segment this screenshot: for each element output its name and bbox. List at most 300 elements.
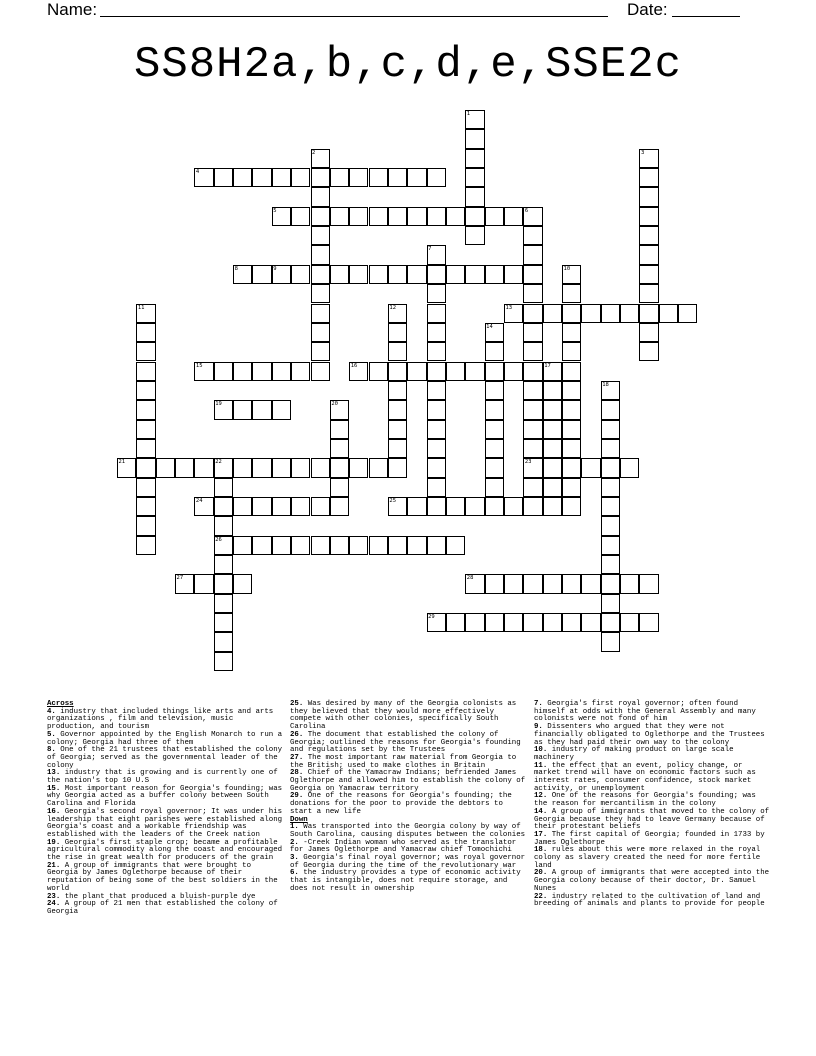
across-clue — [290, 793, 528, 816]
grid-cell[interactable] — [214, 594, 233, 613]
grid-cell[interactable] — [601, 439, 620, 458]
clue-number: 1 — [466, 111, 471, 117]
grid-cell[interactable] — [485, 478, 504, 497]
grid-cell[interactable] — [465, 129, 484, 148]
clue-number: 7 — [428, 246, 432, 253]
clue-number: 23. — [47, 892, 61, 901]
grid-cell[interactable] — [562, 458, 581, 477]
grid-cell[interactable] — [136, 420, 155, 439]
grid-cell[interactable] — [136, 458, 155, 477]
grid-cell[interactable] — [214, 168, 233, 187]
grid-cell[interactable] — [543, 420, 562, 439]
grid-cell[interactable] — [407, 168, 426, 187]
grid-cell[interactable] — [465, 265, 484, 284]
grid-cell[interactable] — [659, 304, 678, 323]
grid-cell[interactable] — [485, 207, 504, 226]
grid-cell[interactable] — [543, 613, 562, 632]
grid-cell[interactable] — [523, 304, 542, 323]
across-heading: Across — [47, 700, 74, 708]
grid-cell[interactable] — [485, 381, 504, 400]
grid-cell[interactable] — [601, 574, 620, 593]
grid-cell[interactable] — [291, 168, 310, 187]
down-clue — [534, 747, 770, 762]
grid-cell[interactable] — [601, 516, 620, 535]
grid-cell[interactable] — [543, 400, 562, 419]
down-clue — [534, 847, 770, 870]
grid-cell[interactable] — [427, 265, 446, 284]
grid-cell[interactable] — [252, 362, 271, 381]
grid-cell[interactable] — [427, 439, 446, 458]
grid-cell[interactable] — [311, 207, 330, 226]
grid-cell[interactable] — [504, 265, 523, 284]
grid-cell[interactable] — [388, 536, 407, 555]
grid-cell[interactable] — [136, 497, 155, 516]
clue-number: 28. — [290, 769, 304, 778]
grid-cell[interactable] — [349, 536, 368, 555]
clue-text: A group of 21 men that established the colony of Georgia — [47, 900, 278, 916]
grid-cell[interactable] — [369, 207, 388, 226]
grid-cell[interactable] — [639, 207, 658, 226]
down-clue — [290, 855, 528, 870]
grid-cell[interactable] — [427, 536, 446, 555]
grid-cell[interactable] — [601, 632, 620, 651]
grid-cell[interactable] — [639, 304, 658, 323]
grid-cell[interactable] — [562, 304, 581, 323]
grid-cell[interactable] — [485, 613, 504, 632]
grid-cell[interactable] — [214, 613, 233, 632]
grid-cell[interactable] — [465, 149, 484, 168]
grid-cell[interactable] — [465, 207, 484, 226]
grid-cell[interactable] — [446, 497, 465, 516]
grid-cell[interactable] — [601, 613, 620, 632]
grid-cell[interactable] — [523, 574, 542, 593]
grid-cell[interactable] — [523, 420, 542, 439]
grid-cell[interactable] — [311, 342, 330, 361]
grid-cell[interactable] — [639, 168, 658, 187]
clue-text: Governor appointed by the English Monarch to run a colony; Georgia had three of them — [47, 730, 283, 747]
clue-number: 17. — [534, 830, 548, 839]
grid-cell[interactable] — [523, 613, 542, 632]
grid-cell[interactable] — [369, 362, 388, 381]
grid-cell[interactable] — [252, 400, 271, 419]
grid-cell[interactable] — [407, 265, 426, 284]
grid-cell[interactable] — [388, 439, 407, 458]
down-clue — [534, 832, 770, 847]
clue-number: 2. — [290, 838, 299, 847]
grid-cell[interactable] — [311, 284, 330, 303]
grid-cell[interactable] — [330, 420, 349, 439]
down-clue — [534, 809, 770, 832]
grid-cell[interactable] — [291, 536, 310, 555]
grid-cell[interactable] — [543, 381, 562, 400]
grid-cell[interactable] — [291, 497, 310, 516]
grid-cell[interactable] — [562, 323, 581, 342]
grid-cell[interactable] — [349, 207, 368, 226]
grid-cell[interactable] — [214, 497, 233, 516]
grid-cell[interactable] — [427, 458, 446, 477]
grid-cell[interactable] — [214, 652, 233, 671]
grid-cell[interactable] — [446, 613, 465, 632]
grid-cell[interactable] — [562, 439, 581, 458]
grid-cell[interactable] — [136, 536, 155, 555]
grid-cell[interactable] — [523, 400, 542, 419]
grid-cell[interactable] — [330, 497, 349, 516]
grid-cell[interactable] — [311, 187, 330, 206]
grid-cell[interactable] — [562, 362, 581, 381]
grid-cell[interactable] — [543, 574, 562, 593]
clue-number: 24. — [47, 900, 61, 909]
grid-cell[interactable] — [330, 265, 349, 284]
clue-text: the effect that an event, policy change, or market trend will have on economic factors such as interest rates, consumer confidence, stock market activity, or unemployment — [534, 761, 756, 793]
grid-cell[interactable] — [233, 497, 252, 516]
grid-cell[interactable] — [349, 458, 368, 477]
grid-cell[interactable] — [311, 226, 330, 245]
clue-text: industry that is growing and is currently one of the nation's top 10 U.S — [47, 769, 278, 786]
grid-cell[interactable] — [562, 497, 581, 516]
clue-number: 13 — [505, 304, 513, 311]
clue-number: 9 — [273, 265, 277, 272]
down-clue — [534, 701, 770, 724]
grid-cell[interactable] — [523, 478, 542, 497]
clue-text: Georgia's second royal governor; It was under his leadership that eight parishes were established along Georgia's coast and a workable friendship was established with the leaders of the Creek nation — [47, 807, 283, 839]
grid-cell[interactable] — [349, 265, 368, 284]
grid-cell[interactable] — [601, 400, 620, 419]
grid-cell[interactable] — [427, 478, 446, 497]
grid-cell[interactable] — [504, 362, 523, 381]
grid-cell[interactable] — [523, 381, 542, 400]
grid-cell[interactable] — [427, 168, 446, 187]
grid-cell[interactable] — [523, 245, 542, 264]
grid-cell[interactable] — [291, 207, 310, 226]
grid-cell[interactable] — [427, 342, 446, 361]
grid-cell[interactable] — [349, 168, 368, 187]
grid-cell[interactable] — [136, 478, 155, 497]
clue-text: industry related to the cultivation of land and breeding of animals and plants to provide for people — [534, 892, 765, 909]
grid-cell[interactable] — [485, 574, 504, 593]
clue-text: The first capital of Georgia; founded in 1733 by James Oglethorpe — [534, 830, 765, 847]
grid-cell[interactable] — [311, 323, 330, 342]
grid-cell[interactable] — [252, 168, 271, 187]
grid-cell[interactable] — [485, 439, 504, 458]
clue-number: 25 — [389, 498, 397, 504]
grid-cell[interactable] — [581, 304, 600, 323]
across-clue — [47, 709, 283, 732]
grid-cell[interactable] — [639, 613, 658, 632]
grid-cell[interactable] — [175, 458, 194, 477]
grid-cell[interactable] — [446, 362, 465, 381]
grid-cell[interactable] — [311, 265, 330, 284]
clues-column-2 — [290, 701, 528, 894]
clue-number: 7. — [534, 700, 543, 708]
grid-cell[interactable] — [465, 613, 484, 632]
grid-cell[interactable] — [272, 362, 291, 381]
grid-cell[interactable] — [485, 497, 504, 516]
grid-cell[interactable] — [233, 458, 252, 477]
grid-cell[interactable] — [252, 536, 271, 555]
grid-cell[interactable] — [581, 574, 600, 593]
grid-cell[interactable] — [330, 536, 349, 555]
grid-cell[interactable] — [543, 439, 562, 458]
down-clue — [290, 840, 528, 855]
grid-cell[interactable] — [388, 207, 407, 226]
grid-cell[interactable] — [523, 497, 542, 516]
grid-cell[interactable] — [678, 304, 697, 323]
grid-cell[interactable] — [272, 458, 291, 477]
grid-cell[interactable] — [311, 497, 330, 516]
grid-cell[interactable] — [639, 323, 658, 342]
grid-cell[interactable] — [311, 245, 330, 264]
clue-text: Dissenters who argued that they were not financially obligated to Oglethorpe and the Trustees as they had paid their own way to the colony — [534, 723, 765, 747]
grid-cell[interactable] — [427, 497, 446, 516]
clue-text: Georgia's first royal governor; often found himself at odds with the General Assembly and many colonists were not fond of him — [534, 700, 756, 724]
grid-cell[interactable] — [543, 304, 562, 323]
clue-text: -Creek Indian woman who served as the translator for James Oglethorpe and Yamacraw chief Tomochichi — [290, 838, 517, 855]
grid-cell[interactable] — [407, 207, 426, 226]
grid-cell[interactable] — [311, 304, 330, 323]
clue-number: 27 — [176, 575, 184, 582]
grid-cell[interactable] — [311, 458, 330, 477]
clue-text: One of the reasons for Georgia's founding; the donations for the poor to provide the debtors to start a new life — [290, 792, 512, 816]
clue-number: 28 — [466, 575, 474, 582]
grid-cell[interactable] — [639, 265, 658, 284]
grid-cell[interactable] — [330, 207, 349, 226]
grid-cell[interactable] — [252, 458, 271, 477]
clue-number: 8. — [47, 746, 56, 755]
clue-number: 12 — [389, 304, 397, 311]
grid-cell[interactable] — [562, 284, 581, 303]
grid-cell[interactable] — [136, 342, 155, 361]
grid-cell[interactable] — [369, 536, 388, 555]
down-clue — [290, 870, 528, 893]
down-heading: Down — [290, 815, 308, 824]
grid-cell[interactable] — [562, 420, 581, 439]
grid-cell[interactable] — [581, 458, 600, 477]
grid-cell[interactable] — [388, 342, 407, 361]
clue-number: 21 — [118, 459, 126, 466]
grid-cell[interactable] — [194, 458, 213, 477]
clue-number: 14 — [486, 323, 493, 330]
grid-cell[interactable] — [388, 362, 407, 381]
grid-cell[interactable] — [543, 497, 562, 516]
grid-cell[interactable] — [523, 265, 542, 284]
down-clue — [534, 763, 770, 794]
grid-cell[interactable] — [427, 284, 446, 303]
clue-number: 22 — [215, 459, 222, 466]
grid-cell[interactable] — [291, 362, 310, 381]
grid-cell[interactable] — [523, 226, 542, 245]
clue-text: Was transported into the Georgia colony by way of South Carolina, causing disputes between the colonies — [290, 823, 526, 839]
across-clue — [47, 863, 283, 894]
grid-cell[interactable] — [136, 381, 155, 400]
grid-cell[interactable] — [330, 478, 349, 497]
grid-cell[interactable] — [388, 323, 407, 342]
grid-cell[interactable] — [272, 536, 291, 555]
grid-cell[interactable] — [388, 400, 407, 419]
grid-cell[interactable] — [465, 187, 484, 206]
grid-cell[interactable] — [291, 458, 310, 477]
grid-cell[interactable] — [485, 458, 504, 477]
grid-cell[interactable] — [485, 420, 504, 439]
grid-cell[interactable] — [504, 207, 523, 226]
grid-cell[interactable] — [311, 168, 330, 187]
grid-cell[interactable] — [523, 323, 542, 342]
clue-text: One of the 21 trustees that established the colony of Georgia; served as the governmental leader of the colony — [47, 746, 283, 770]
grid-cell[interactable] — [601, 594, 620, 613]
clue-number: 6 — [524, 207, 529, 214]
grid-cell[interactable] — [523, 284, 542, 303]
grid-cell[interactable] — [562, 574, 581, 593]
grid-cell[interactable] — [620, 613, 639, 632]
grid-cell[interactable] — [639, 284, 658, 303]
grid-cell[interactable] — [427, 323, 446, 342]
grid-cell[interactable] — [620, 304, 639, 323]
grid-cell[interactable] — [504, 613, 523, 632]
grid-cell[interactable] — [272, 400, 291, 419]
grid-cell[interactable] — [601, 555, 620, 574]
clue-number: 21. — [47, 861, 61, 870]
grid-cell[interactable] — [562, 381, 581, 400]
grid-cell[interactable] — [214, 555, 233, 574]
clue-text: Georgia's first staple crop; became a profitable agricultural commodity along the coast and encouraged the rise in great wealth for producers of the grain — [47, 838, 283, 863]
grid-cell[interactable] — [136, 439, 155, 458]
down-clue — [290, 824, 528, 839]
grid-cell[interactable] — [136, 362, 155, 381]
grid-cell[interactable] — [562, 613, 581, 632]
grid-cell[interactable] — [214, 478, 233, 497]
clue-text: rules about this were more relaxed in the royal colony as slavery created the need for more fertile land — [534, 846, 761, 870]
grid-cell[interactable] — [388, 168, 407, 187]
grid-cell[interactable] — [485, 342, 504, 361]
grid-cell[interactable] — [388, 458, 407, 477]
clue-number: 5 — [273, 207, 277, 214]
grid-cell[interactable] — [214, 362, 233, 381]
grid-cell[interactable] — [620, 458, 639, 477]
grid-cell[interactable] — [407, 536, 426, 555]
grid-cell[interactable] — [543, 458, 562, 477]
grid-cell[interactable] — [601, 304, 620, 323]
grid-cell[interactable] — [446, 207, 465, 226]
clue-number: 4. — [47, 707, 56, 716]
grid-cell[interactable] — [427, 420, 446, 439]
grid-cell[interactable] — [562, 478, 581, 497]
grid-cell[interactable] — [427, 400, 446, 419]
grid-cell[interactable] — [523, 342, 542, 361]
grid-cell[interactable] — [369, 168, 388, 187]
grid-cell[interactable] — [388, 381, 407, 400]
clue-number: 10 — [563, 265, 571, 272]
clue-number: 12. — [534, 792, 548, 801]
grid-cell[interactable] — [639, 187, 658, 206]
grid-cell[interactable] — [543, 478, 562, 497]
grid-cell[interactable] — [388, 265, 407, 284]
clue-number: 29 — [428, 614, 435, 621]
grid-cell[interactable] — [504, 497, 523, 516]
grid-cell[interactable] — [136, 516, 155, 535]
grid-cell[interactable] — [465, 497, 484, 516]
clue-text: A group of immigrants that were accepted into the Georgia colony because of their doctor, Dr. Samuel Nunes — [534, 869, 770, 893]
grid-cell[interactable] — [504, 574, 523, 593]
grid-cell[interactable] — [252, 265, 271, 284]
grid-cell[interactable] — [446, 265, 465, 284]
clue-number: 3 — [640, 149, 645, 156]
grid-cell[interactable] — [601, 420, 620, 439]
grid-cell[interactable] — [601, 478, 620, 497]
grid-cell[interactable] — [233, 574, 252, 593]
grid-cell[interactable] — [485, 265, 504, 284]
grid-cell[interactable] — [136, 400, 155, 419]
grid-cell[interactable] — [407, 362, 426, 381]
grid-cell[interactable] — [485, 362, 504, 381]
grid-cell[interactable] — [562, 342, 581, 361]
grid-cell[interactable] — [311, 362, 330, 381]
grid-cell[interactable] — [601, 458, 620, 477]
clue-number: 15. — [47, 784, 61, 793]
grid-cell[interactable] — [427, 207, 446, 226]
clue-number: 11 — [137, 304, 145, 311]
grid-cell[interactable] — [427, 304, 446, 323]
grid-cell[interactable] — [311, 536, 330, 555]
grid-cell[interactable] — [214, 516, 233, 535]
grid-cell[interactable] — [639, 342, 658, 361]
grid-cell[interactable] — [523, 362, 542, 381]
grid-cell[interactable] — [252, 497, 271, 516]
grid-cell[interactable] — [369, 458, 388, 477]
clues-column-3 — [534, 701, 770, 909]
grid-cell[interactable] — [330, 439, 349, 458]
grid-cell[interactable] — [581, 613, 600, 632]
grid-cell[interactable] — [272, 168, 291, 187]
grid-cell[interactable] — [523, 439, 542, 458]
grid-cell[interactable] — [291, 265, 310, 284]
grid-cell[interactable] — [407, 497, 426, 516]
grid-cell[interactable] — [485, 400, 504, 419]
clue-text: Most important reason for Georgia's founding; was why Georgia acted as a buffer colony between South Carolina and Florida — [47, 784, 283, 809]
grid-cell[interactable] — [427, 362, 446, 381]
grid-cell[interactable] — [369, 265, 388, 284]
across-clue — [47, 732, 283, 747]
grid-cell[interactable] — [562, 400, 581, 419]
clue-number: 20 — [331, 401, 338, 408]
grid-cell[interactable] — [465, 362, 484, 381]
grid-cell[interactable] — [194, 574, 213, 593]
grid-cell[interactable] — [272, 497, 291, 516]
grid-cell[interactable] — [601, 497, 620, 516]
grid-cell[interactable] — [233, 168, 252, 187]
page-title: SS8H2a,b,c,d,e,SSE2c — [133, 40, 683, 90]
grid-cell[interactable] — [465, 168, 484, 187]
grid-cell[interactable] — [388, 420, 407, 439]
grid-cell[interactable] — [136, 323, 155, 342]
grid-cell[interactable] — [427, 381, 446, 400]
down-clue — [534, 724, 770, 747]
grid-cell[interactable] — [330, 168, 349, 187]
grid-cell[interactable] — [233, 400, 252, 419]
grid-cell[interactable] — [601, 536, 620, 555]
date-label: Date: — [627, 0, 668, 19]
grid-cell[interactable] — [620, 574, 639, 593]
grid-cell[interactable] — [639, 226, 658, 245]
grid-cell[interactable] — [465, 226, 484, 245]
grid-cell[interactable] — [446, 536, 465, 555]
grid-cell[interactable] — [639, 245, 658, 264]
grid-cell[interactable] — [156, 458, 175, 477]
grid-cell[interactable] — [214, 632, 233, 651]
grid-cell[interactable] — [330, 458, 349, 477]
grid-cell[interactable] — [639, 574, 658, 593]
grid-cell[interactable] — [233, 536, 252, 555]
grid-cell[interactable] — [214, 574, 233, 593]
grid-cell[interactable] — [233, 362, 252, 381]
